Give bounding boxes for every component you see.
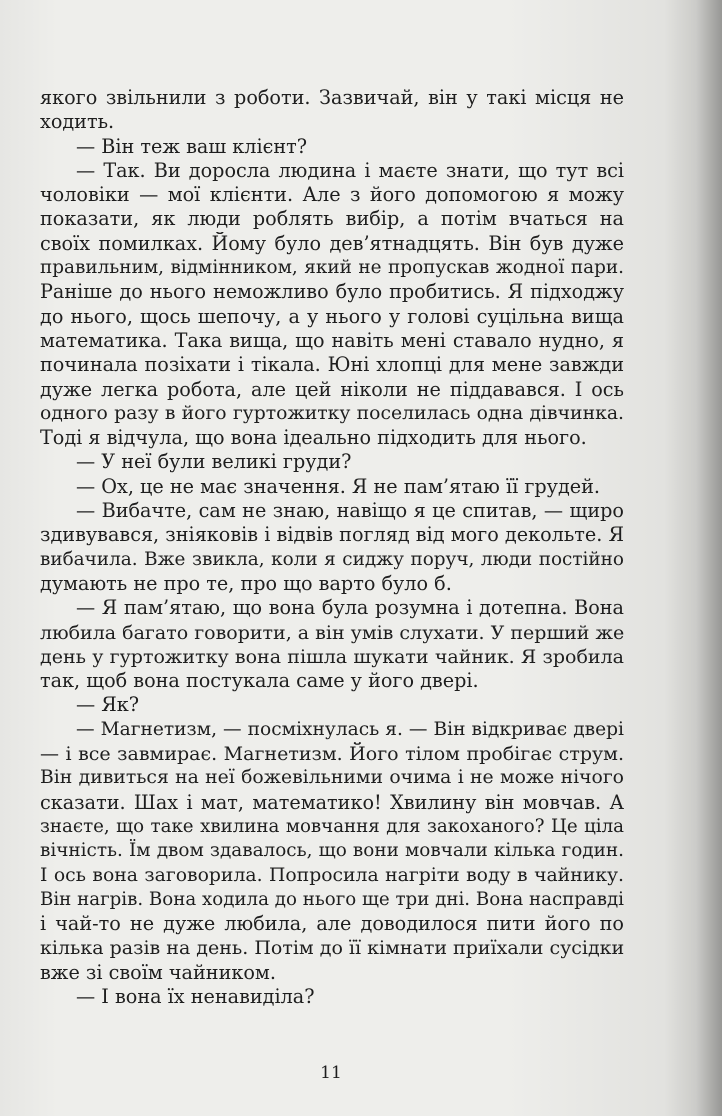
text-line: — У неї були великі груди?	[76, 450, 352, 474]
text-line: правильним, відмінником, який не пропускав жодної пари.	[40, 257, 624, 279]
text-line: Раніше до нього неможливо було пробитись. Я підходжу	[40, 280, 624, 304]
text-line: якого звільнили з роботи. Зазвичай, він у такі місця не	[40, 86, 624, 109]
text-line: вибачила. Вже звикла, коли я сиджу поруч, люди постійно	[40, 548, 624, 570]
text-line: починала позіхати і тікала. Юні хлопці для мене завжди	[40, 353, 624, 377]
text-line: вже зі своїм чайником.	[40, 960, 276, 984]
text-line: до нього, щось шепочу, а у нього у голові суцільна вища	[40, 304, 624, 328]
text-line: — Так. Ви доросла людина і маєте знати, що тут всі	[76, 158, 624, 182]
page-number: 11	[320, 1063, 342, 1083]
text-line: показати, як люди роблять вибір, а потім вчаться на	[40, 207, 624, 231]
text-line: одного разу в його гуртожитку поселилась одна дівчинка.	[40, 402, 624, 424]
text-line: і чай-то не дуже любила, але доводилося пити його по	[40, 912, 624, 936]
text-line: любила багато говорити, а він умів слухати. У перший же	[40, 621, 624, 644]
text-line: знаєте, що таке хвилина мовчання для закоханого? Це ціла	[40, 815, 624, 837]
text-line: — Як?	[76, 693, 140, 717]
text-line: вічність. Їм двом здавалось, що вони мовчали кілька годин.	[40, 840, 624, 862]
text-line: математика. Така вища, що навіть мені ставало нудно, я	[40, 328, 624, 352]
text-line: — Він теж ваш клієнт?	[76, 134, 308, 158]
text-line: — Вибачте, сам не знаю, навіщо я це спитав, — щиро	[76, 499, 624, 523]
text-line: своїх помилках. Йому було дев’ятнадцять. Він був дуже	[40, 231, 624, 255]
text-line: дуже легка робота, але цей ніколи не піддавався. І ось	[40, 377, 624, 401]
text-line: ходить.	[40, 110, 115, 134]
page-edge-shadow	[696, 0, 722, 1116]
text-line: день у гуртожитку вона пішла шукати чайник. Я зробила	[40, 645, 624, 668]
text-line: чоловіки — мої клієнти. Але з його допомогою я можу	[40, 183, 624, 207]
text-line: думають не про те, про що варто було б.	[40, 571, 452, 595]
text-line: І ось вона заговорила. Попросила нагріти воду в чайнику.	[40, 864, 624, 886]
text-line: Він нагрів. Вона ходила до нього ще три дні. Вона насправді	[40, 888, 624, 910]
text-line: — І вона їх ненавиділа?	[76, 984, 315, 1008]
text-line: сказати. Шах і мат, математико! Хвилину він мовчав. А	[40, 790, 624, 814]
text-line: так, щоб вона постукала саме у його двері.	[40, 669, 479, 693]
text-line: — і все завмирає. Магнетизм. Його тілом пробігає струм.	[40, 743, 624, 766]
text-line: — Я пам’ятаю, що вона була розумна і дотепна. Вона	[76, 596, 624, 620]
text-line: — Ох, це не має значення. Я не пам’ятаю її грудей.	[76, 474, 601, 498]
text-line: — Магнетизм, — посміхнулась я. — Він відкриває двері	[76, 718, 624, 740]
text-line: Він дивиться на неї божевільними очима і не може нічого	[40, 767, 624, 789]
text-line: здивувався, зніяковів і відвів погляд від мого декольте. Я	[40, 523, 624, 547]
text-line: Тоді я відчула, що вона ідеально підходить для нього.	[40, 426, 587, 450]
text-line: кілька разів на день. Потім до її кімнати приїхали сусідки	[40, 937, 624, 960]
body-text	[40, 86, 624, 1009]
